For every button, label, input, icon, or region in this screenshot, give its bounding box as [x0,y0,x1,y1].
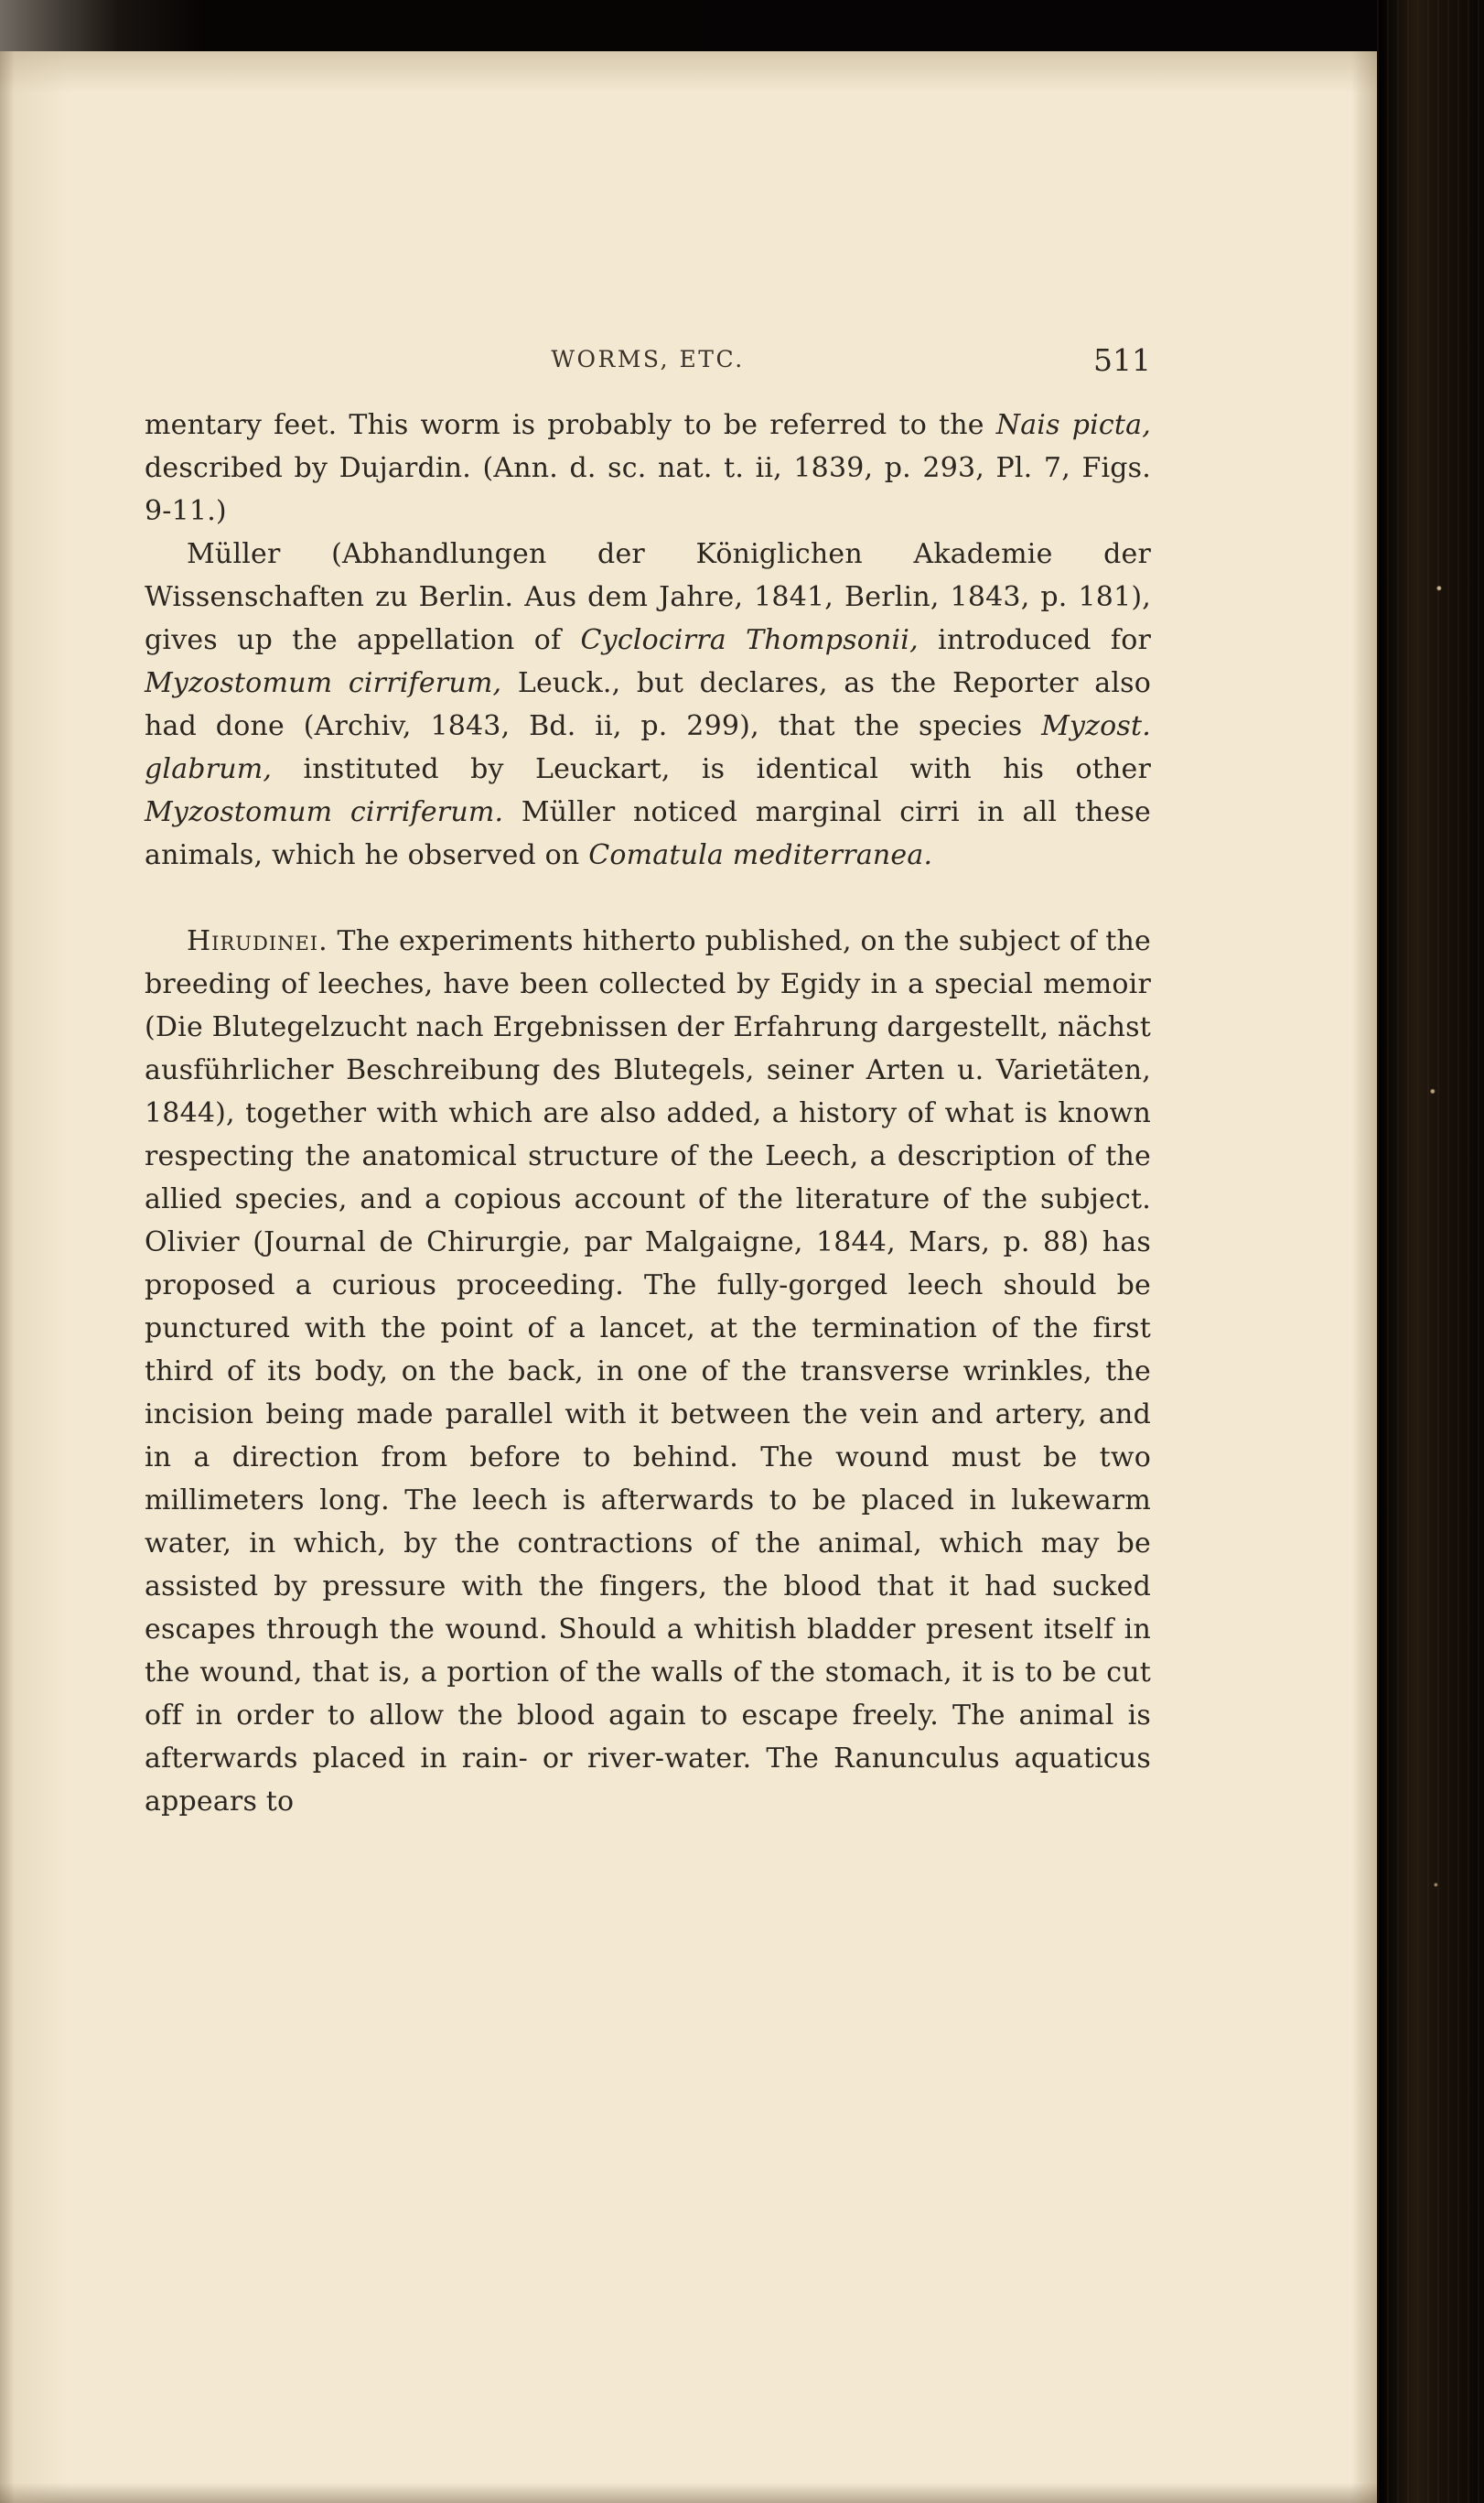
italic-text-run: Myzost. glabrum, [145,710,1151,785]
italic-text-run: Myzostomum cirriferum, [145,667,502,699]
scan-top-edge [0,0,1484,51]
text-run: introduced for [918,624,1151,656]
italic-text-run: Comatula mediterranea. [588,839,933,871]
page-text [145,404,1151,1823]
book-page-edges [1377,0,1484,2503]
italic-text-run: Cyclocirra Thompsonii, [580,624,919,656]
italic-text-run: Myzostomum cirriferum. [145,796,504,828]
text-run: Leuck., but declares, as the Reporter also had done (Archiv, 1843, Bd. ii, p. 299), that the species [145,667,1152,742]
text-run: mentary feet. This worm is probably to be referred to the [145,409,996,441]
paragraph [145,920,1151,1823]
text-run: instituted by Leuckart, is identical with his other [272,753,1151,785]
text-run: The experiments hitherto published, on the subject of the breeding of leeches, have been collected by Egidy in a special memoir (Die Blutegelzucht nach Ergebnissen der Erfahrung dargestellt, nächst ausführlicher Beschreibung des Blutegels, seiner Arten u. Varietäten, 1844), together with which are also added, a history of what is known respecting the anatomical structure of the Leech, a description of the allied species, and a copious account of the literature of the subject. Olivier (Journal de Chirurgie, par Malgaigne, 1844, Mars, p. 88) has proposed a curious proceeding. The fully-gorged leech should be punctured with the point of a lancet, at the termination of the first third of its body, on the back, in one of the transverse wrinkles, the incision being made parallel with it between the vein and artery, and in a direction from before to behind. The wound must be two millimeters long. The leech is afterwards to be placed in lukewarm water, in which, by the contractions of the animal, which may be assisted by pressure with the fingers, the blood that it had sucked escapes through the wound. Should a whitish bladder present itself in the wound, that is, a portion of the walls of the stomach, it is to be cut off in order to allow the blood again to escape freely. The animal is afterwards placed in rain- or river-water. The Ranunculus aquaticus appears to [145,925,1151,1818]
text-run: Müller (Abhandlungen der Königlichen Akademie der Wissenschaften zu Berlin. Aus dem Jahre, 1841, Berlin, 1843, p. 181), gives up the appellation of [145,538,1151,656]
paragraph [145,533,1151,877]
page-header [145,342,1151,384]
smallcaps-text-run: Hirudinei. [187,925,328,957]
paragraph [145,404,1151,533]
text-run: Müller noticed marginal cirri in all these animals, which he observed on [145,796,1151,871]
page-number: 511 [1093,342,1151,378]
italic-text-run: Nais picta, [995,409,1151,441]
running-title: WORMS, ETC. [551,346,745,372]
text-run: described by Dujardin. (Ann. d. sc. nat. t. ii, 1839, p. 293, Pl. 7, Figs. 9-11.) [145,452,1151,527]
book-page [0,51,1377,2503]
